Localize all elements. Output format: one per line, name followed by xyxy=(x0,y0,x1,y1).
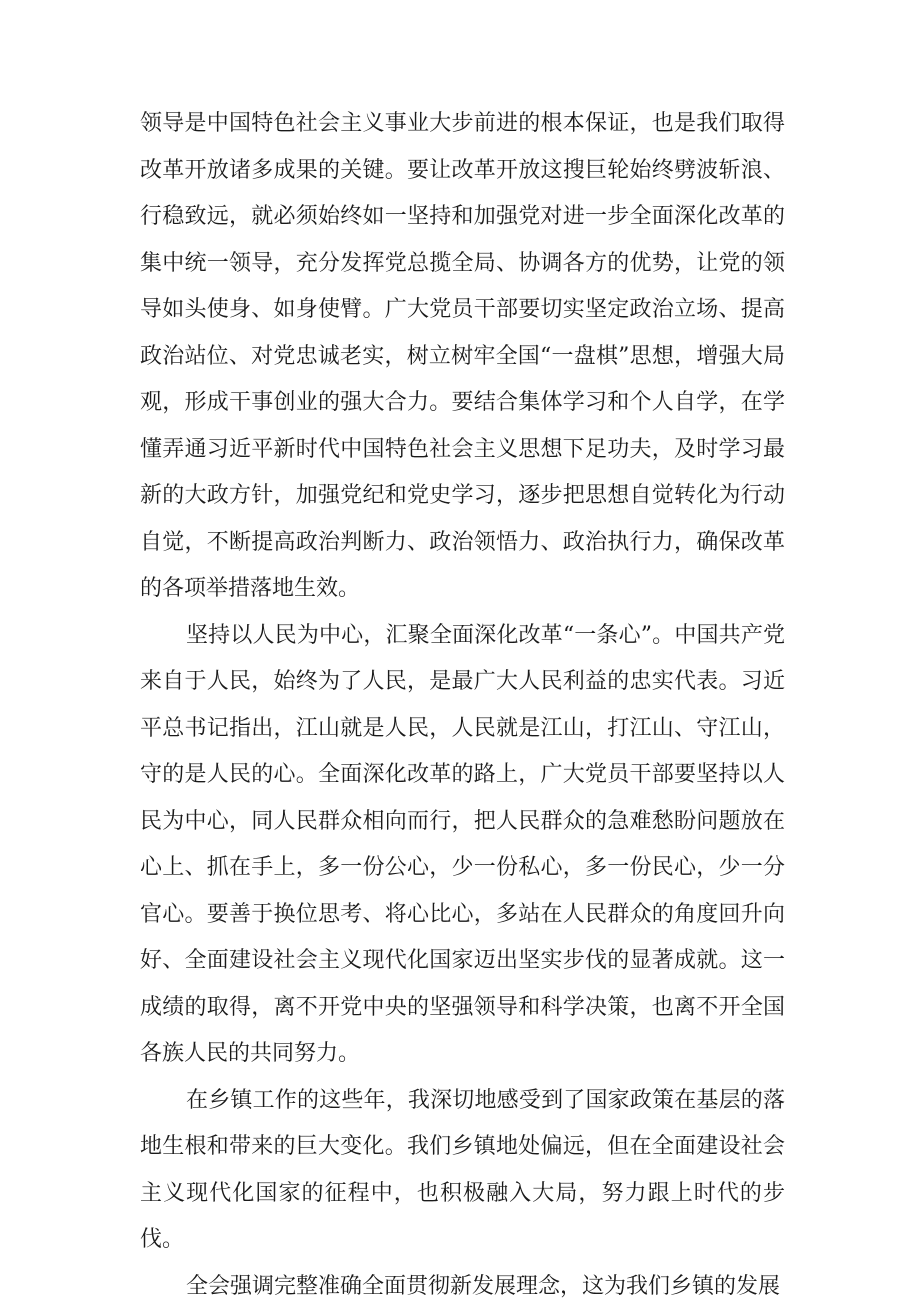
paragraph-1: 领导是中国特色社会主义事业大步前进的根本保证，也是我们取得改革开放诸多成果的关键。要让改革开放这搜巨轮始终劈波斩浪、行稳致远，就必须始终如一坚持和加强党对进一步全面深化改革的集中统一领导，充分发挥党总揽全局、协调各方的优势，让党的领导如头使身、如身使臂。广大党员干部要切实坚定政治立场、提高政治站位、对党忠诚老实，树立树牢全国“一盘棋”思想，增强大局观，形成干事创业的强大合力。要结合集体学习和个人自学，在学懂弄通习近平新时代中国特色社会主义思想下足功夫，及时学习最新的大政方针，加强党纪和党史学习，逐步把思想自觉转化为行动自觉，不断提高政治判断力、政治领悟力、政治执行力，确保改革的各项举措落地生效。 xyxy=(140,101,785,613)
paragraph-3: 在乡镇工作的这些年，我深切地感受到了国家政策在基层的落地生根和带来的巨大变化。我们乡镇地处偏远，但在全面建设社会主义现代化国家的征程中，也积极融入大局，努力跟上时代的步伐。 xyxy=(140,1078,785,1264)
paragraph-2: 坚持以人民为中心，汇聚全面深化改革“一条心”。中国共产党来自于人民，始终为了人民，是最广大人民利益的忠实代表。习近平总书记指出，江山就是人民，人民就是江山，打江山、守江山，守的是人民的心。全面深化改革的路上，广大党员干部要坚持以人民为中心，同人民群众相向而行，把人民群众的急难愁盼问题放在心上、抓在手上，多一份公心，少一份私心，多一份民心，少一分官心。要善于换位思考、将心比心，多站在人民群众的角度回升向好、全面建设社会主义现代化国家迈出坚实步伐的显著成就。这一成绩的取得，离不开党中央的坚强领导和科学决策，也离不开全国各族人民的共同努力。 xyxy=(140,613,785,1078)
document-body xyxy=(140,101,785,1310)
paragraph-4: 全会强调完整准确全面贯彻新发展理念，这为我们乡镇的发展 xyxy=(140,1264,785,1310)
